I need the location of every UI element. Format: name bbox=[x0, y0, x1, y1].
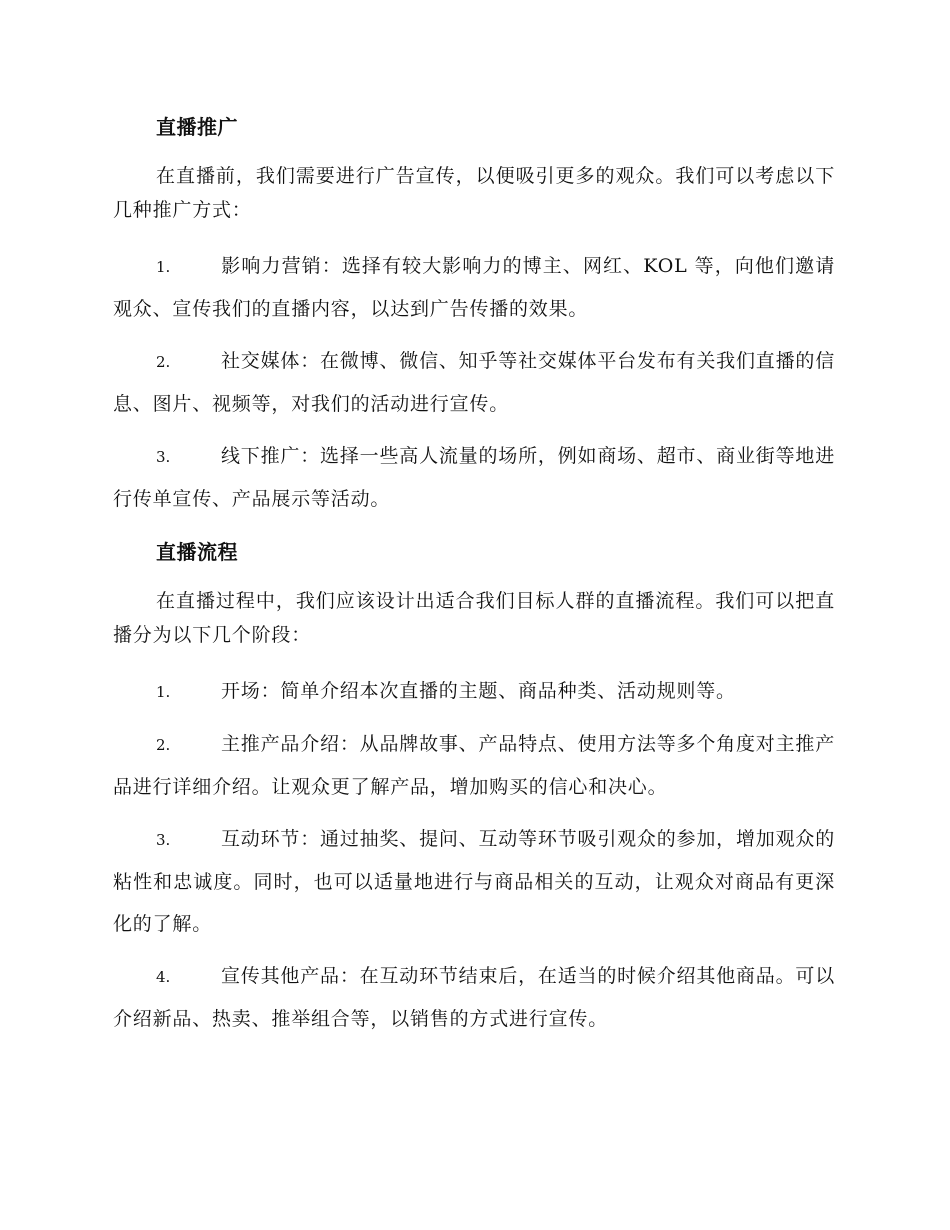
list-number: 4. bbox=[156, 968, 171, 986]
list-number: 1. bbox=[156, 258, 171, 276]
list-item bbox=[113, 340, 835, 425]
list-number: 2. bbox=[156, 736, 171, 754]
list-item bbox=[113, 435, 835, 520]
list-item-text: 线下推广：选择一些高人流量的场所，例如商场、超市、商业街等地进行传单宣传、产品展示等活动。 bbox=[113, 445, 835, 510]
list-item bbox=[113, 245, 835, 330]
list-item-text: 开场：简单介绍本次直播的主题、商品种类、活动规则等。 bbox=[221, 680, 736, 702]
list-number: 2. bbox=[156, 353, 171, 371]
list-item bbox=[113, 723, 835, 808]
list-item bbox=[113, 955, 835, 1040]
list-item-text: 主推产品介绍：从品牌故事、产品特点、使用方法等多个角度对主推产品进行详细介绍。让观众更了解产品，增加购买的信心和决心。 bbox=[113, 733, 835, 798]
list-item-text: 互动环节：通过抽奖、提问、互动等环节吸引观众的参加，增加观众的粘性和忠诚度。同时，也可以适量地进行与商品相关的互动，让观众对商品有更深化的了解。 bbox=[113, 828, 835, 935]
document-content bbox=[113, 109, 835, 1050]
section-heading-promotion: 直播推广 bbox=[156, 115, 238, 139]
list-item bbox=[113, 818, 835, 945]
list-number: 3. bbox=[156, 831, 171, 849]
list-item-text: 宣传其他产品：在互动环节结束后，在适当的时候介绍其他商品。可以介绍新品、热卖、推举组合等，以销售的方式进行宣传。 bbox=[113, 965, 835, 1030]
list-item bbox=[113, 670, 835, 713]
list-number: 1. bbox=[156, 683, 171, 701]
list-item-text: 社交媒体：在微博、微信、知乎等社交媒体平台发布有关我们直播的信息、图片、视频等，对我们的活动进行宣传。 bbox=[113, 350, 835, 415]
section-intro-process: 在直播过程中，我们应该设计出适合我们目标人群的直播流程。我们可以把直播分为以下几个阶段： bbox=[113, 590, 835, 646]
section-intro-promotion: 在直播前，我们需要进行广告宣传，以便吸引更多的观众。我们可以考虑以下几种推广方式： bbox=[113, 165, 835, 221]
list-item-text: 影响力营销：选择有较大影响力的博主、网红、KOL 等，向他们邀请观众、宣传我们的直播内容，以达到广告传播的效果。 bbox=[113, 255, 835, 320]
list-number: 3. bbox=[156, 448, 171, 466]
section-heading-process: 直播流程 bbox=[156, 540, 238, 564]
